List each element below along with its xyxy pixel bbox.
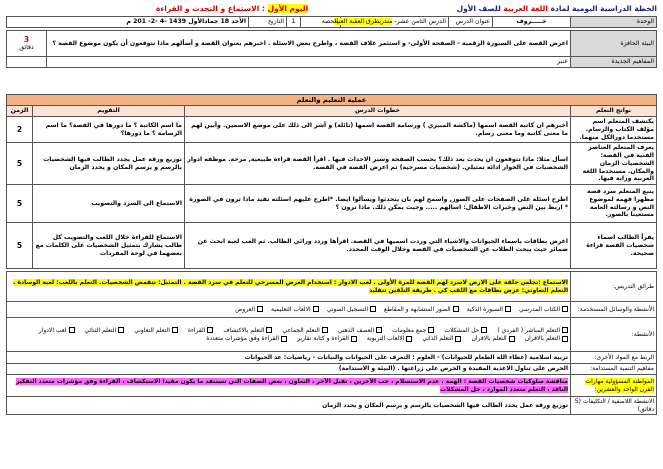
process-row — [7, 143, 657, 185]
checkbox-icon[interactable] — [453, 306, 459, 312]
concepts-value: عنبر — [47, 57, 571, 68]
col-time: الزمن — [7, 106, 33, 117]
activity-option[interactable]: التعلم الجماعي — [282, 327, 327, 335]
activity-option[interactable]: جمع معلومات — [392, 327, 434, 335]
motivation-label: البيئة الحافزة — [571, 31, 657, 57]
assessment-cell: الاستماع الى السرد والتصويب — [33, 185, 185, 223]
resources-label: الأنشطة والوسائل المستخدمة: — [571, 302, 657, 318]
checkbox-icon[interactable] — [118, 327, 124, 333]
activity-option[interactable]: القراءة وفق مؤشرات متعددة — [206, 335, 287, 343]
col-steps: خطوات الدرس — [185, 106, 571, 117]
activity-option[interactable]: العصف الذهني — [338, 327, 382, 335]
resource-option[interactable]: الصور المتشابهة و المقاطع — [384, 306, 459, 314]
plan-subject: اللغة العربية — [503, 4, 548, 13]
activity-option[interactable]: التعلم بالاقران — [525, 335, 568, 343]
lesson-name: مندريطرق العقبة العبيد — [333, 18, 393, 26]
date-label: التاريخ — [249, 17, 287, 28]
outcome-cell: يكتشف المتعلم اسم مؤلف الكتاب والرسام. مستخدما دورالكل منهما. — [571, 117, 657, 143]
checkbox-icon[interactable] — [257, 306, 263, 312]
activities-label: الأنشطة: — [571, 318, 657, 352]
unit-topic: : الاستماع و التحدث و القراءة — [156, 4, 265, 13]
plan-grade: للصف الأول — [456, 4, 501, 13]
checkbox-icon[interactable] — [562, 336, 568, 342]
resource-option[interactable]: الكتاب المدرسي — [519, 306, 568, 314]
col-assessment: التقويم — [33, 106, 185, 117]
checkbox-icon[interactable] — [322, 327, 328, 333]
checkbox-icon[interactable] — [351, 336, 357, 342]
integration-text: تربية اسلامية (عطاء الله الطعام للحيوانات) - العلوم : التعرف على الحيوانات والنباتات - رياضيات: عد الحيوانات — [7, 352, 571, 364]
resource-option[interactable]: السبورة الذكية — [467, 306, 511, 314]
activity-option[interactable]: لعب الادوار — [39, 327, 75, 335]
checkbox-icon[interactable] — [481, 327, 487, 333]
checkbox-icon[interactable] — [562, 306, 568, 312]
checkbox-icon[interactable] — [376, 327, 382, 333]
values-text: الحرص على تناول الاغذية المفيدة و الحرص على زراعتها . (البيئة و الاستدامة) — [7, 364, 571, 375]
process-row — [7, 185, 657, 223]
checkbox-icon[interactable] — [428, 327, 434, 333]
activity-option[interactable]: التعلم الذاتي — [422, 335, 461, 343]
outcome-cell: يعرف المتعلم العناصر الفنية في القصة: الشخصيات الزمان والمكان. مستخدما اللغة العربية وراية فيها. — [571, 143, 657, 185]
time-cell: 5 — [7, 143, 33, 185]
activity-option[interactable]: القراءة و كتابة تقارير — [297, 335, 357, 343]
checkbox-icon[interactable] — [370, 306, 376, 312]
steps-cell: اطرح اسئلة على الصفحات على الصور, واسمح لهم بان يتحدثوا ويسألوا ايضا. *اطرح عليهم اسئلته تفيد ماذا ترون في الصورة * اربط بين النص وخبرات الاطفال: اسالهم ..... وحيث يمكن ذلك. ماذا ترون ؟ — [185, 185, 571, 223]
resource-option[interactable]: الالعاب التعليمية — [271, 306, 319, 314]
activity-option[interactable]: القراءة — [188, 327, 213, 335]
info-header — [6, 16, 657, 68]
strategies-text-body: الاستماع :تجلس حلقة على الارض لاسرد لهم القصة للمرة الأولى . لعب الادوار : استخدام العرض المسرحي للتعلم في سرد القصة . التمثيل: تتقمص الشخصيات. التعلم باللعب: لعبة الوسادة . التعلم التعاوني: عرض بطاقات مع اللقب كي . طريقة التلقين تتقليد — [13, 279, 568, 294]
period-value: 1 — [287, 17, 301, 28]
steps-cell: اعرض بطاقات باسماء الحيوانات والاشياء التي وردت اسميها في القصة. اقرأها وردد ورائي الطالب. ثم العب لعبة ابحث عن ضمائر حيث يبحث الطلاب عن الشخصيات في القصة وخلال الوقت المحدد. — [185, 223, 571, 269]
checkbox-icon[interactable] — [313, 306, 319, 312]
lesson-title-label: عنوان الدرس — [449, 17, 493, 28]
checkbox-icon[interactable] — [406, 336, 412, 342]
motivation-time — [7, 31, 47, 57]
concepts-empty — [7, 57, 47, 68]
lesson-title-cell — [333, 17, 449, 28]
homework-label: الانشطة اللاصفية / التكليفات (5 دقائق) — [571, 397, 657, 415]
motivation-score-label: دقائق — [19, 44, 34, 52]
resource-option[interactable]: التسجيل الصوتي — [327, 306, 376, 314]
citizenship-label — [571, 375, 657, 397]
checkbox-icon[interactable] — [562, 327, 568, 333]
activities-options — [7, 318, 571, 352]
time-cell: 5 — [7, 185, 33, 223]
activity-option[interactable]: حل المشكلات — [444, 327, 487, 335]
plan-title — [457, 4, 657, 13]
process-row — [7, 117, 657, 143]
checkbox-icon[interactable] — [69, 327, 75, 333]
citizenship-text — [7, 375, 571, 397]
strategies-label: طرائق التدريس: — [571, 272, 657, 302]
steps-cell: اسأل مثلا: ماذا تتوقعون ان يحدث بعد ذلك؟ بحسب الصفحة وسير الاحداث فيها . اقرأ القصة قراءة طبيعية, مرحة. موظفه ادوار الشخصيات في الحوار ادائه تمثيلي. (شخصيات مسرحية) ثم اعرض القصة في القصة. — [185, 143, 571, 185]
process-row — [7, 223, 657, 269]
process-title: عملية التعليم والتعلم — [7, 95, 657, 106]
unit-label: الوحدة — [571, 17, 657, 28]
activity-option[interactable]: التعلم التعاوني — [134, 327, 178, 335]
checkbox-icon[interactable] — [505, 306, 511, 312]
activity-option[interactable]: التعلم بالاكتشاف — [223, 327, 272, 335]
motivation-score: 3 — [23, 34, 30, 44]
checkbox-icon[interactable] — [281, 336, 287, 342]
assessment-cell: ما اسم الكاتبة ؟ ما دورها في القصة؟ ما اسم الرسامة ؟ ما دورها؟ — [33, 117, 185, 143]
col-outcomes: نواتج التعلم — [571, 106, 657, 117]
process-section — [6, 94, 657, 415]
strategies-text — [7, 272, 571, 302]
outcome-cell: يتبع المتعلم سرد قصة مظهرا فهمه لموضوع النص و رسالته العامة مستعينا بالصور. — [571, 185, 657, 223]
checkbox-icon[interactable] — [509, 336, 515, 342]
steps-cell: أخبرهم ان كاتبة القصة اسمها (ماكشة المبيري ) ورسامة القصة اسمها (نائلة) و أشر الى ذلك على موضع الاسمين. وأبين لهم ما معنى كاتبة وما معنى رسام. — [185, 117, 571, 143]
concepts-label: المفاهيم الجديدة — [571, 57, 657, 68]
assessment-cell: توزيع ورقة عمل يحدد الطالب فيها الشخصيات بالرسم و يرسم المكان و يحدد الزمان — [33, 143, 185, 185]
checkbox-icon[interactable] — [172, 327, 178, 333]
plan-title-prefix: الخطة الدراسية اليومية لمادة — [550, 4, 657, 13]
day-label: اليوم الأول — [267, 4, 309, 13]
time-cell: 5 — [7, 223, 33, 269]
resource-option[interactable]: العروض — [235, 306, 263, 314]
checkbox-icon[interactable] — [207, 327, 213, 333]
activity-option[interactable]: التعلم بالاقران — [471, 335, 514, 343]
activity-option[interactable]: التعلم الثنائي — [85, 327, 125, 335]
values-label: مفاهيم التنمية المستدامة: — [571, 364, 657, 375]
period-label: الحصة — [301, 17, 341, 28]
title-row — [6, 4, 657, 16]
motivation-text: اعرض القصة على السبورة الرقمية - الصفحة الأولى- و استثمر غلاف القصة ، واطرح بعض الاسئلة . اخبرهم بعنوان القصة و أسألهم ماذا تتوقعون أن يكون موضوع القصة ؟ — [47, 31, 571, 57]
unit-value: خـــــروف — [493, 17, 571, 28]
citizenship-label-text: المواطنة المسؤولية مهارات القرن الواحد والعشرين: — [585, 378, 654, 393]
assessment-cell: الاستماع للقراءة خلال اللعب والتصويب كل طالب يشارك بتمثيل الشخصيات على الكلمات مع بعضهما في لوحة المفردات — [33, 223, 185, 269]
homework-text: توزيع ورقة عمل يحدد الطالب فيها الشخصيات بالرسم و يرسم المكان و يحدد الزمان — [7, 397, 571, 415]
integration-label: الربط مع المواد الأخرى: — [571, 352, 657, 364]
citizenship-text-body: مناقشة سلوكيات شخصيات القصة : الهمة ، عدم الاستسلام ، حب الآخرين ، تقبل الآخر ، التعاون ، بعض الصفات التي تستنفد ما يكون مفيدا الاستكشاف ، القراءة وفق مؤشرات متعدد التفكير الناقد ، التعلم متعدد الموارد ، حل المشكلات — [15, 378, 568, 393]
checkbox-icon[interactable] — [455, 336, 461, 342]
checkbox-icon[interactable] — [266, 327, 272, 333]
lesson-number: الدرس الثامن عشر- — [394, 18, 446, 26]
activity-option[interactable]: التعلم المباشر ( الفردي ) — [497, 327, 568, 335]
day-title — [156, 4, 308, 13]
time-cell: 2 — [7, 117, 33, 143]
date-value: الأحد 18 جمادالأول 1439 -4 -2- 201 م — [7, 17, 249, 28]
resources-options — [7, 302, 571, 318]
activity-option[interactable]: الالعاب التربوية — [367, 335, 412, 343]
outcome-cell: يقرأ الطالب اسماء شخصيات القصة قراءة صحيحة. — [571, 223, 657, 269]
